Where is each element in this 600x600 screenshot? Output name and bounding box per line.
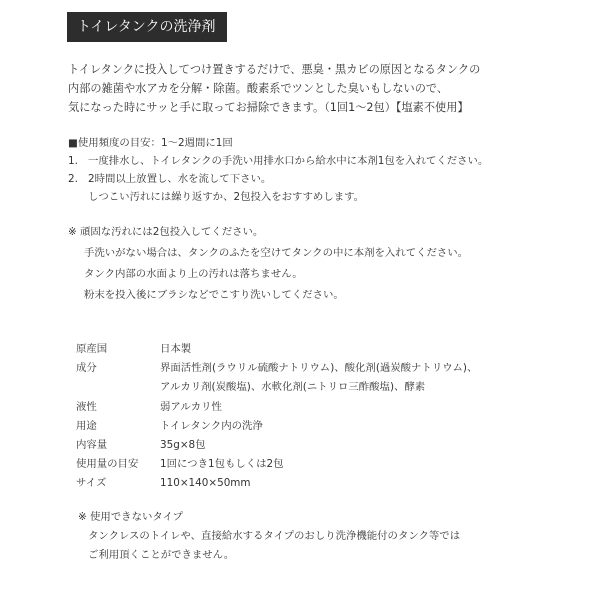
spec-value-line: 日本製: [160, 343, 192, 355]
spec-label: 用途: [76, 419, 97, 432]
usage-step: [68, 170, 568, 188]
spec-label: 使用量の目安: [76, 458, 139, 471]
spec-value-line: 1回につき1包もしくは2包: [160, 458, 284, 471]
note-line: 手洗いがない場合は、タンクのふたを空けてタンクの中に本剤を入れてください。: [84, 247, 469, 259]
step-number: 1.: [68, 155, 78, 167]
unusable-line: タンクレスのトイレや、直接給水するタイプのおしり洗浄機能付のタンク等では: [88, 530, 461, 542]
spec-value-line: アルカリ剤(炭酸塩)、水軟化剤(ニトリロ三酢酸塩)、酵素: [160, 381, 426, 394]
step-number: 2.: [68, 173, 78, 185]
unusable-heading: ※ 使用できないタイプ: [78, 511, 184, 523]
spec-label: 原産国: [76, 343, 108, 355]
spec-row-origin: [76, 340, 546, 359]
spec-value-line: トイレタンク内の洗浄: [160, 419, 263, 432]
spec-value: [160, 474, 546, 493]
usage-heading: ■使用頻度の目安：1〜2週間に1回: [68, 137, 233, 149]
spec-value-line: 110×140×50mm: [160, 477, 251, 490]
spec-value-line: 35g×8包: [160, 439, 206, 452]
spec-value: [160, 340, 546, 359]
spec-row-purpose: [76, 417, 546, 436]
unusable-line: ご利用頂くことができません。: [88, 549, 235, 561]
spec-value-line: 界面活性剤(ラウリル硫酸ナトリウム)、酸化剤(過炭酸ナトリウム)、: [160, 362, 478, 375]
spec-label: 液性: [76, 400, 97, 413]
spec-row-contents: [76, 436, 546, 455]
spec-value: [160, 398, 546, 417]
spec-value: [160, 455, 546, 474]
usage-continuation: しつこい汚れには繰り返すか、2包投入をおすすめします。: [88, 191, 365, 203]
intro-line: 内部の雑菌や水アカを分解・除菌。酸素系でツンとした臭いもしないので、: [68, 82, 449, 95]
usage-section: [68, 134, 568, 206]
note-section: [68, 222, 568, 306]
usage-step: [68, 152, 568, 170]
step-text: 一度排水し、トイレタンクの手洗い用排水口から給水中に本剤1包を入れてください。: [88, 155, 489, 167]
spec-value: [160, 436, 546, 455]
intro-line: 気になった時にサッと手に取ってお掃除できます。（1回1～2包）【塩素不使用】: [68, 101, 469, 114]
intro-paragraph: [68, 60, 558, 117]
spec-label: 内容量: [76, 439, 108, 452]
spec-label: サイズ: [76, 477, 107, 490]
unusable-section: [78, 508, 558, 565]
spec-label: 成分: [76, 362, 97, 375]
spec-value-line: 弱アルカリ性: [160, 400, 222, 413]
step-text: 2時間以上放置し、水を流して下さい。: [88, 173, 272, 185]
spec-row-dosage: [76, 455, 546, 474]
spec-table: [76, 340, 546, 494]
spec-row-ph: [76, 398, 546, 417]
spec-row-ingredients: [76, 359, 546, 397]
note-first: ※ 頑固な汚れには2包投入してください。: [68, 226, 264, 238]
spec-row-size: [76, 474, 546, 493]
page-title: トイレタンクの洗浄剤: [67, 12, 227, 42]
intro-line: トイレタンクに投入してつけ置きするだけで、悪臭・黒カビの原因となるタンクの: [68, 63, 481, 76]
note-line: タンク内部の水面より上の汚れは落ちません。: [84, 268, 303, 280]
spec-value: [160, 359, 546, 397]
note-line: 粉末を投入後にブラシなどでこすり洗いしてください。: [84, 289, 344, 301]
spec-value: [160, 417, 546, 436]
